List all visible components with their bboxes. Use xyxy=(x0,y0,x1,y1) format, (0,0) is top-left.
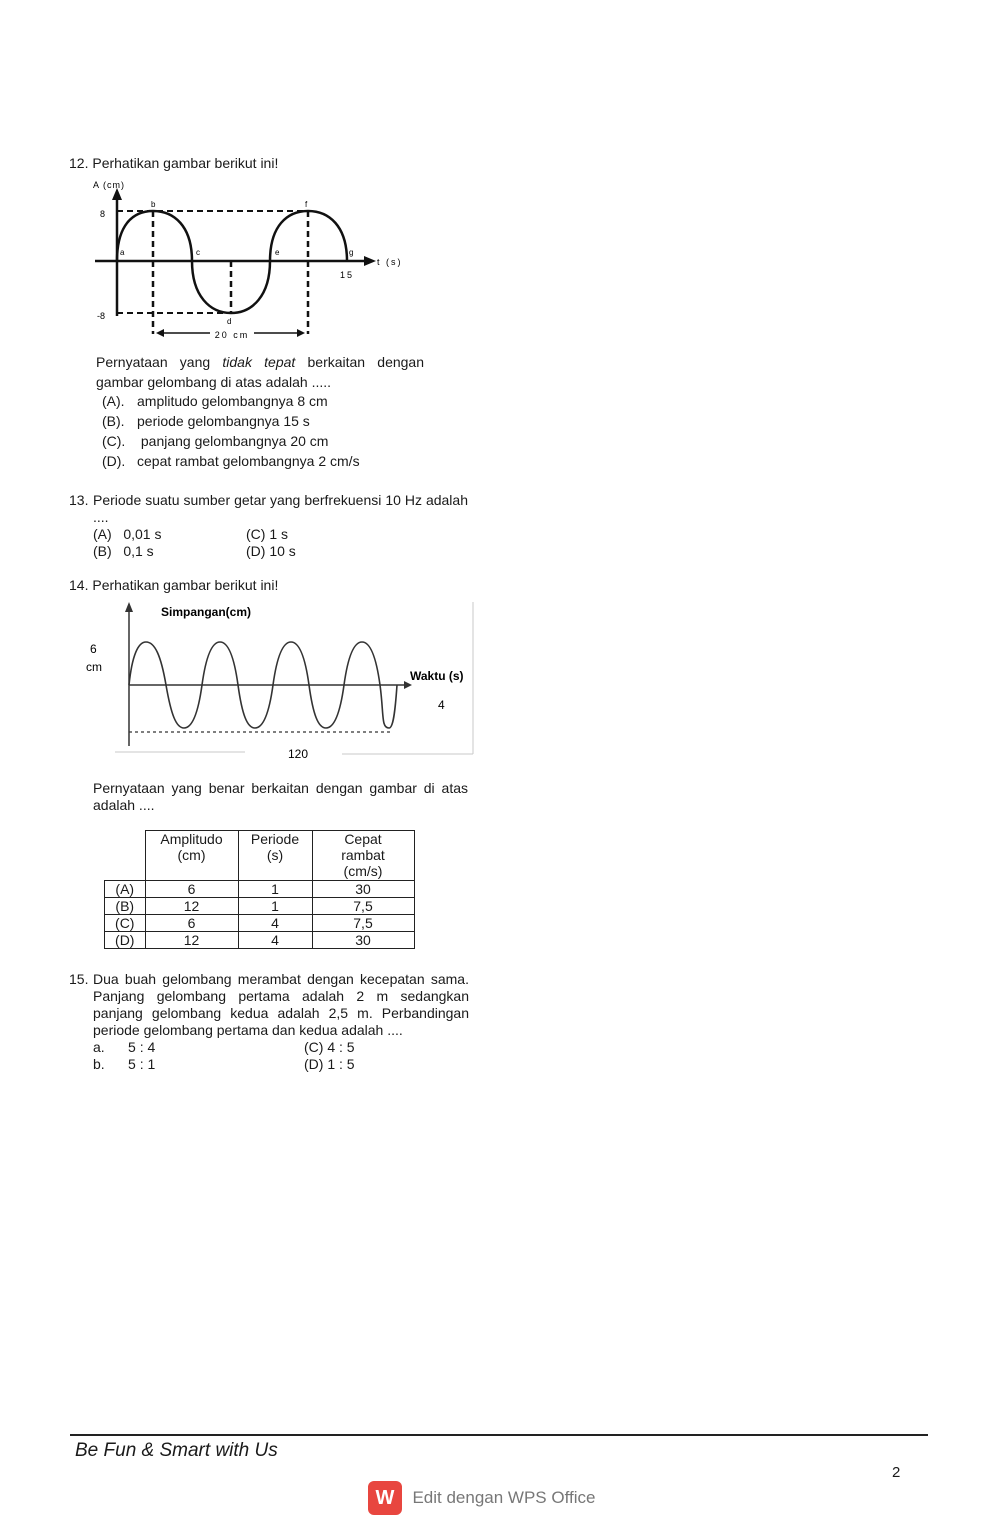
wps-edit-banner[interactable] xyxy=(368,1481,595,1517)
q12-option-b[interactable]: (B). periode gelombangnya 15 s xyxy=(102,413,310,429)
q12-wavelength-arrow-right xyxy=(297,329,305,337)
q12-point-e: e xyxy=(275,248,280,257)
q12-x-axis-label: t (s) xyxy=(377,257,403,267)
q12-point-b: b xyxy=(151,200,156,209)
q15-option-a[interactable]: a. 5 : 4 xyxy=(93,1039,156,1055)
q12-options xyxy=(102,391,360,471)
q15-option-b[interactable]: b. 5 : 1 xyxy=(93,1056,156,1072)
q13-option-d[interactable]: (D) 10 s xyxy=(246,543,296,559)
q13-heading xyxy=(69,492,469,526)
q14-amp-value: 6 xyxy=(90,642,97,656)
q12-wavelength-arrow-left xyxy=(156,329,164,337)
q14-amp-unit: cm xyxy=(86,660,102,674)
q12-point-d: d xyxy=(227,317,232,326)
q14-answer-table xyxy=(104,830,415,949)
table-header-row xyxy=(105,831,415,881)
table-row[interactable]: (C) 6 4 7,5 xyxy=(105,915,415,932)
q14-prompt: Perhatikan gambar berikut ini! xyxy=(92,577,279,593)
q13-option-c[interactable]: (C) 1 s xyxy=(246,526,288,542)
q14-number: 14. xyxy=(69,577,89,593)
q12-number: 12. xyxy=(69,155,89,171)
q14-x-axis-label: Waktu (s) xyxy=(410,669,464,683)
q12-point-f: f xyxy=(305,200,308,209)
q12-point-g: g xyxy=(349,248,354,257)
q12-wave-figure xyxy=(90,176,410,346)
q15-heading xyxy=(69,971,469,1039)
table-header-amplitudo: Amplitudo (cm) xyxy=(145,831,238,881)
q12-option-d[interactable]: (D). cepat rambat gelombangnya 2 cm/s xyxy=(102,453,360,469)
q13-number: 13. xyxy=(69,492,89,508)
table-row[interactable]: (B) 12 1 7,5 xyxy=(105,898,415,915)
q13-option-b[interactable]: (B) 0,1 s xyxy=(93,543,154,559)
table-header-periode: Periode (s) xyxy=(238,831,312,881)
q12-prompt: Perhatikan gambar berikut ini! xyxy=(92,155,279,171)
q15-option-d[interactable]: (D) 1 : 5 xyxy=(304,1056,355,1072)
q14-y-arrow xyxy=(125,602,133,612)
q12-heading xyxy=(69,155,278,172)
table-header-cepat-rambat: Cepat rambat (cm/s) xyxy=(312,831,414,881)
page-number: 2 xyxy=(892,1464,901,1481)
q14-heading xyxy=(69,577,278,594)
q12-x-arrow xyxy=(364,256,376,266)
q12-point-a: a xyxy=(120,248,125,257)
footer-slogan: Be Fun & Smart with Us xyxy=(75,1440,278,1461)
q12-option-c[interactable]: (C). panjang gelombangnya 20 cm xyxy=(102,433,329,449)
q14-wave-figure xyxy=(80,598,480,768)
q12-wavelength-label: 20 cm xyxy=(214,330,250,340)
q15-option-c[interactable]: (C) 4 : 5 xyxy=(304,1039,355,1055)
q15-prompt: Dua buah gelombang merambat dengan kecepatan sama. Panjang gelombang pertama adalah 2 m sedangkan panjang gelombang kedua adalah 2,5 m. Perbandingan periode gelombang pertama dan kedua adalah .... xyxy=(93,971,469,1038)
table-row[interactable]: (D) 12 4 30 xyxy=(105,932,415,949)
q12-y-neg-label: -8 xyxy=(97,311,106,321)
q14-y-axis-label: Simpangan(cm) xyxy=(161,605,252,619)
q13-option-a[interactable]: (A) 0,01 s xyxy=(93,526,162,542)
q12-point-c: c xyxy=(196,248,200,257)
wps-logo-icon: W xyxy=(368,1481,402,1515)
q14-bottom-value: 120 xyxy=(288,747,309,761)
q12-statement: Pernyataan yang tidak tepat berkaitan dengan gambar gelombang di atas adalah ..... xyxy=(96,354,425,390)
q13-prompt: Periode suatu sumber getar yang berfrekuensi 10 Hz adalah .... xyxy=(93,492,468,525)
q14-statement: Pernyataan yang benar berkaitan dengan gambar di atas adalah .... xyxy=(93,780,468,813)
q14-time-value: 4 xyxy=(438,698,445,712)
q12-option-a[interactable]: (A). amplitudo gelombangnya 8 cm xyxy=(102,393,328,409)
wps-edit-label: Edit dengan WPS Office xyxy=(412,1488,596,1507)
q12-y-axis-label: A (cm) xyxy=(93,180,125,190)
q12-y-pos-label: 8 xyxy=(100,209,106,219)
q15-number: 15. xyxy=(69,971,89,987)
table-row[interactable]: (A) 6 1 30 xyxy=(105,881,415,898)
q12-x-tick-label: 15 xyxy=(340,270,355,280)
footer-divider xyxy=(70,1434,928,1436)
